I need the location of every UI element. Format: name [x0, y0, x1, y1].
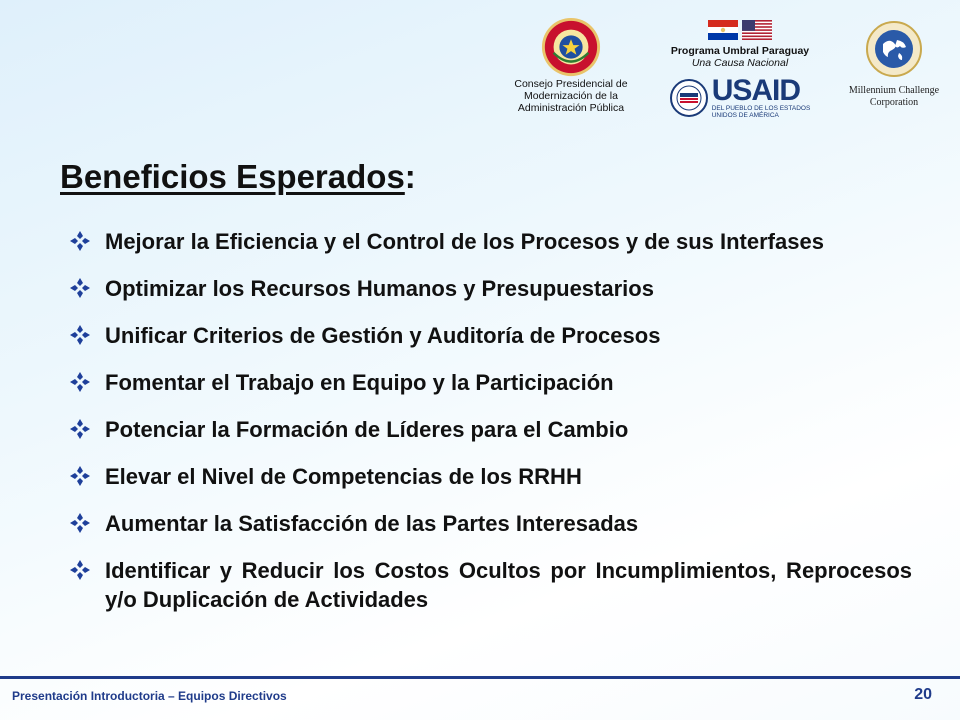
program-subtitle: Una Causa Nacional: [691, 57, 789, 69]
council-caption-line: Administración Pública: [517, 102, 625, 114]
paraguay-seal-icon: [540, 16, 602, 78]
council-caption: [498, 78, 644, 114]
usaid-tagline: DEL PUEBLO DE LOS ESTADOS: [711, 105, 811, 112]
list-item: [70, 368, 912, 397]
usaid-wordmark-block: [711, 74, 811, 119]
usaid-logo: [660, 74, 820, 119]
diamond-bullet-icon: [70, 560, 90, 580]
footer-text: Presentación Introductoria – Equipos Directivos: [12, 689, 287, 703]
diamond-bullet-icon: [70, 278, 90, 298]
us-flag-icon: [742, 20, 772, 40]
list-item: [70, 556, 912, 614]
mcc-caption-line: Millennium Challenge: [848, 85, 940, 96]
mcc-logo-block: [838, 20, 950, 109]
list-item: [70, 509, 912, 538]
usaid-wordmark: USAID: [711, 74, 801, 107]
diamond-bullet-icon: [70, 513, 90, 533]
mcc-caption: [838, 85, 950, 109]
list-item-text: Optimizar los Recursos Humanos y Presupuestarios: [105, 276, 654, 301]
diamond-bullet-icon: [70, 372, 90, 392]
benefits-list: [70, 227, 912, 614]
list-item: [70, 227, 912, 256]
usaid-seal-icon: [670, 79, 708, 117]
footer-divider: [0, 676, 960, 679]
slide-title: [60, 158, 416, 196]
flags: [660, 20, 820, 42]
list-item: [70, 415, 912, 444]
list-item-text: Elevar el Nivel de Competencias de los RRHH: [105, 464, 582, 489]
list-item: [70, 462, 912, 491]
list-item-text: Fomentar el Trabajo en Equipo y la Participación: [105, 370, 614, 395]
page-number: 20: [914, 686, 932, 703]
list-item-text: Identificar y Reducir los Costos Ocultos por Incumplimientos, Reprocesos y/o Duplicación de Actividades: [105, 558, 912, 612]
mcc-caption-line: Corporation: [869, 97, 919, 108]
council-caption-line: Modernización de la: [524, 90, 618, 102]
list-item-text: Mejorar la Eficiencia y el Control de los Procesos y de sus Interfases: [105, 229, 824, 254]
usaid-tagline: UNIDOS DE AMÉRICA: [711, 112, 779, 119]
diamond-bullet-icon: [70, 419, 90, 439]
list-item-text: Unificar Criterios de Gestión y Auditoría de Procesos: [105, 323, 661, 348]
slide-title-colon: :: [404, 158, 416, 195]
diamond-bullet-icon: [70, 325, 90, 345]
list-item: [70, 274, 912, 303]
slide-title-text: Beneficios Esperados: [60, 158, 405, 195]
diamond-bullet-icon: [70, 466, 90, 486]
list-item-text: Aumentar la Satisfacción de las Partes Interesadas: [105, 511, 639, 536]
program-logo-block: [660, 20, 820, 119]
council-logo: [498, 16, 644, 114]
program-title: Programa Umbral Paraguay: [670, 45, 810, 57]
diamond-bullet-icon: [70, 231, 90, 251]
paraguay-flag-icon: [708, 20, 738, 40]
list-item-text: Potenciar la Formación de Líderes para el Cambio: [105, 417, 629, 442]
list-item: [70, 321, 912, 350]
council-caption-line: Consejo Presidencial de: [514, 78, 628, 90]
mcc-globe-icon: [865, 20, 923, 78]
